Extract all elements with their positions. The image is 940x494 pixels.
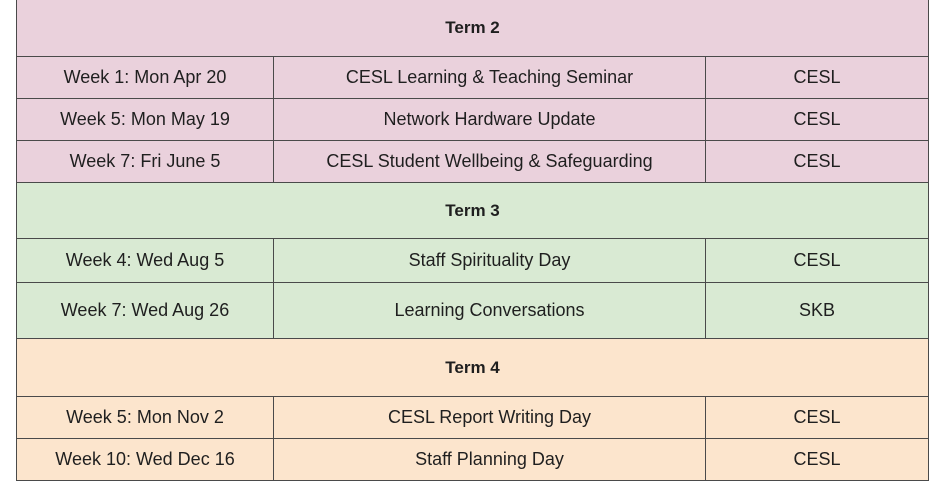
term-title: Term 3 bbox=[17, 183, 929, 239]
term-schedule bbox=[16, 0, 928, 481]
organiser-cell: CESL bbox=[706, 99, 929, 141]
table-row bbox=[17, 141, 929, 183]
schedule-table bbox=[16, 0, 929, 481]
event-cell: Network Hardware Update bbox=[274, 99, 706, 141]
term-header-row bbox=[17, 339, 929, 397]
date-cell: Week 7: Fri June 5 bbox=[17, 141, 274, 183]
event-cell: Staff Spirituality Day bbox=[274, 239, 706, 283]
organiser-cell: SKB bbox=[706, 283, 929, 339]
date-cell: Week 7: Wed Aug 26 bbox=[17, 283, 274, 339]
event-cell: CESL Student Wellbeing & Safeguarding bbox=[274, 141, 706, 183]
table-row bbox=[17, 99, 929, 141]
term-title: Term 2 bbox=[17, 0, 929, 57]
term-title: Term 4 bbox=[17, 339, 929, 397]
event-cell: Staff Planning Day bbox=[274, 439, 706, 481]
term-header-row bbox=[17, 0, 929, 57]
table-row bbox=[17, 283, 929, 339]
date-cell: Week 10: Wed Dec 16 bbox=[17, 439, 274, 481]
organiser-cell: CESL bbox=[706, 239, 929, 283]
date-cell: Week 5: Mon Nov 2 bbox=[17, 397, 274, 439]
organiser-cell: CESL bbox=[706, 439, 929, 481]
table-row bbox=[17, 57, 929, 99]
organiser-cell: CESL bbox=[706, 141, 929, 183]
date-cell: Week 5: Mon May 19 bbox=[17, 99, 274, 141]
table-row bbox=[17, 439, 929, 481]
organiser-cell: CESL bbox=[706, 397, 929, 439]
term-header-row bbox=[17, 183, 929, 239]
event-cell: Learning Conversations bbox=[274, 283, 706, 339]
date-cell: Week 1: Mon Apr 20 bbox=[17, 57, 274, 99]
table-row bbox=[17, 397, 929, 439]
table-row bbox=[17, 239, 929, 283]
date-cell: Week 4: Wed Aug 5 bbox=[17, 239, 274, 283]
event-cell: CESL Learning & Teaching Seminar bbox=[274, 57, 706, 99]
event-cell: CESL Report Writing Day bbox=[274, 397, 706, 439]
organiser-cell: CESL bbox=[706, 57, 929, 99]
